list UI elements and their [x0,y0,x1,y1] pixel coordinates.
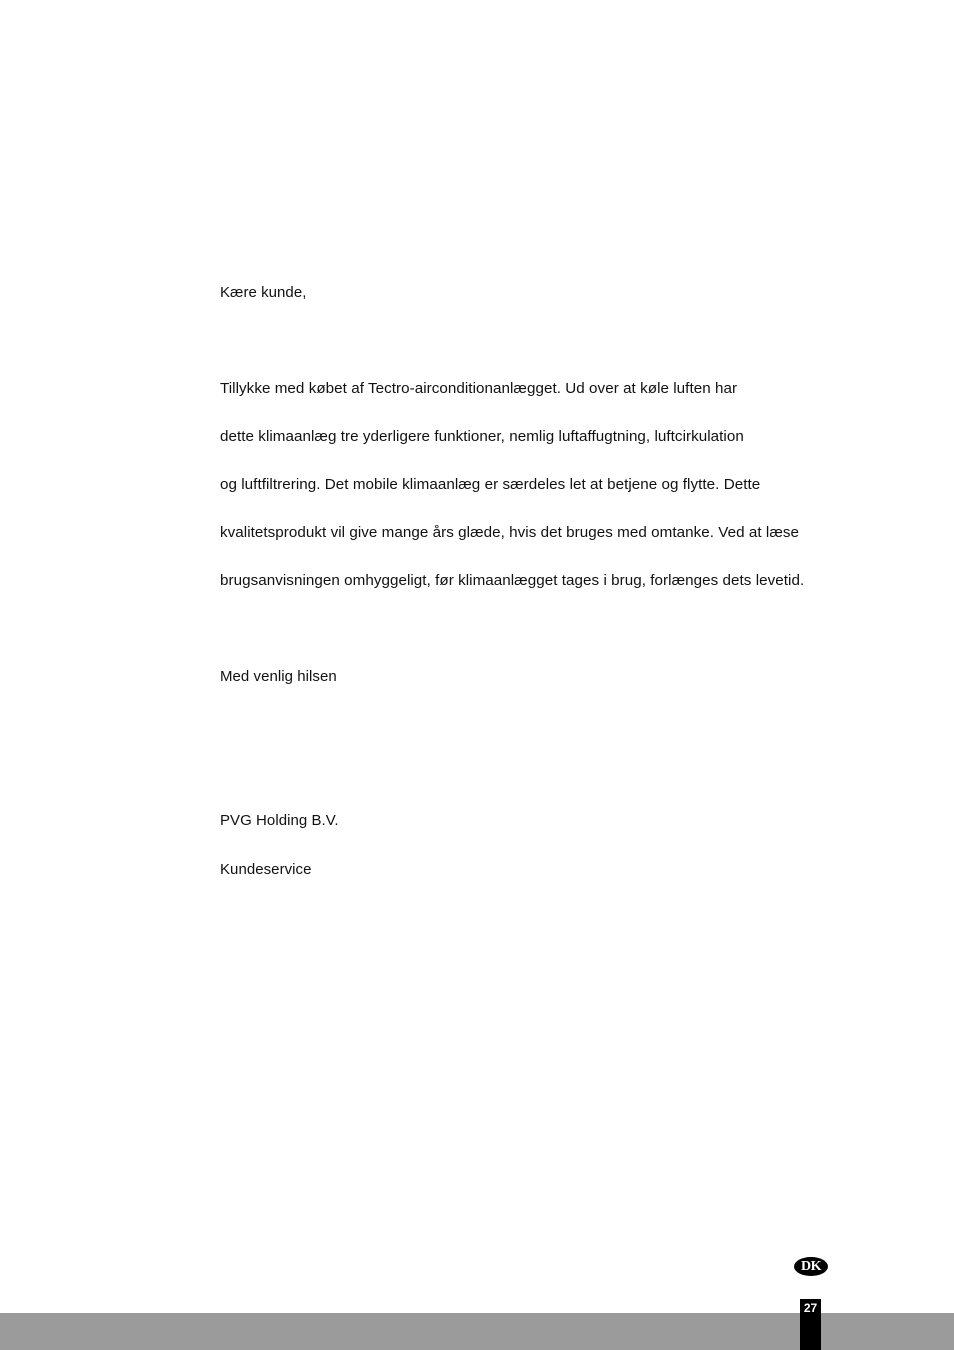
body-line: dette klimaanlæg tre yderligere funktioner, nemlig luftaffugtning, luftcirkulation [220,428,744,445]
page-number-tab [800,1299,821,1350]
body-line: brugsanvisningen omhyggeligt, før klimaanlægget tages i brug, forlænges dets levetid. [220,572,805,589]
page-number: 27 [803,1301,818,1315]
body-line: og luftfiltrering. Det mobile klimaanlæg er særdeles let at betjene og flytte. Dette [220,476,761,493]
body-line: kvalitetsprodukt vil give mange års glæde, hvis det bruges med omtanke. Ved at læse [220,524,800,541]
company-name: PVG Holding B.V. [220,812,339,829]
department-name: Kundeservice [220,861,312,878]
body-line: Tillykke med købet af Tectro-airconditionanlægget. Ud over at køle luften har [220,380,738,397]
salutation: Kære kunde, [220,284,307,301]
language-badge: DK [794,1257,828,1276]
closing: Med venlig hilsen [220,668,337,685]
